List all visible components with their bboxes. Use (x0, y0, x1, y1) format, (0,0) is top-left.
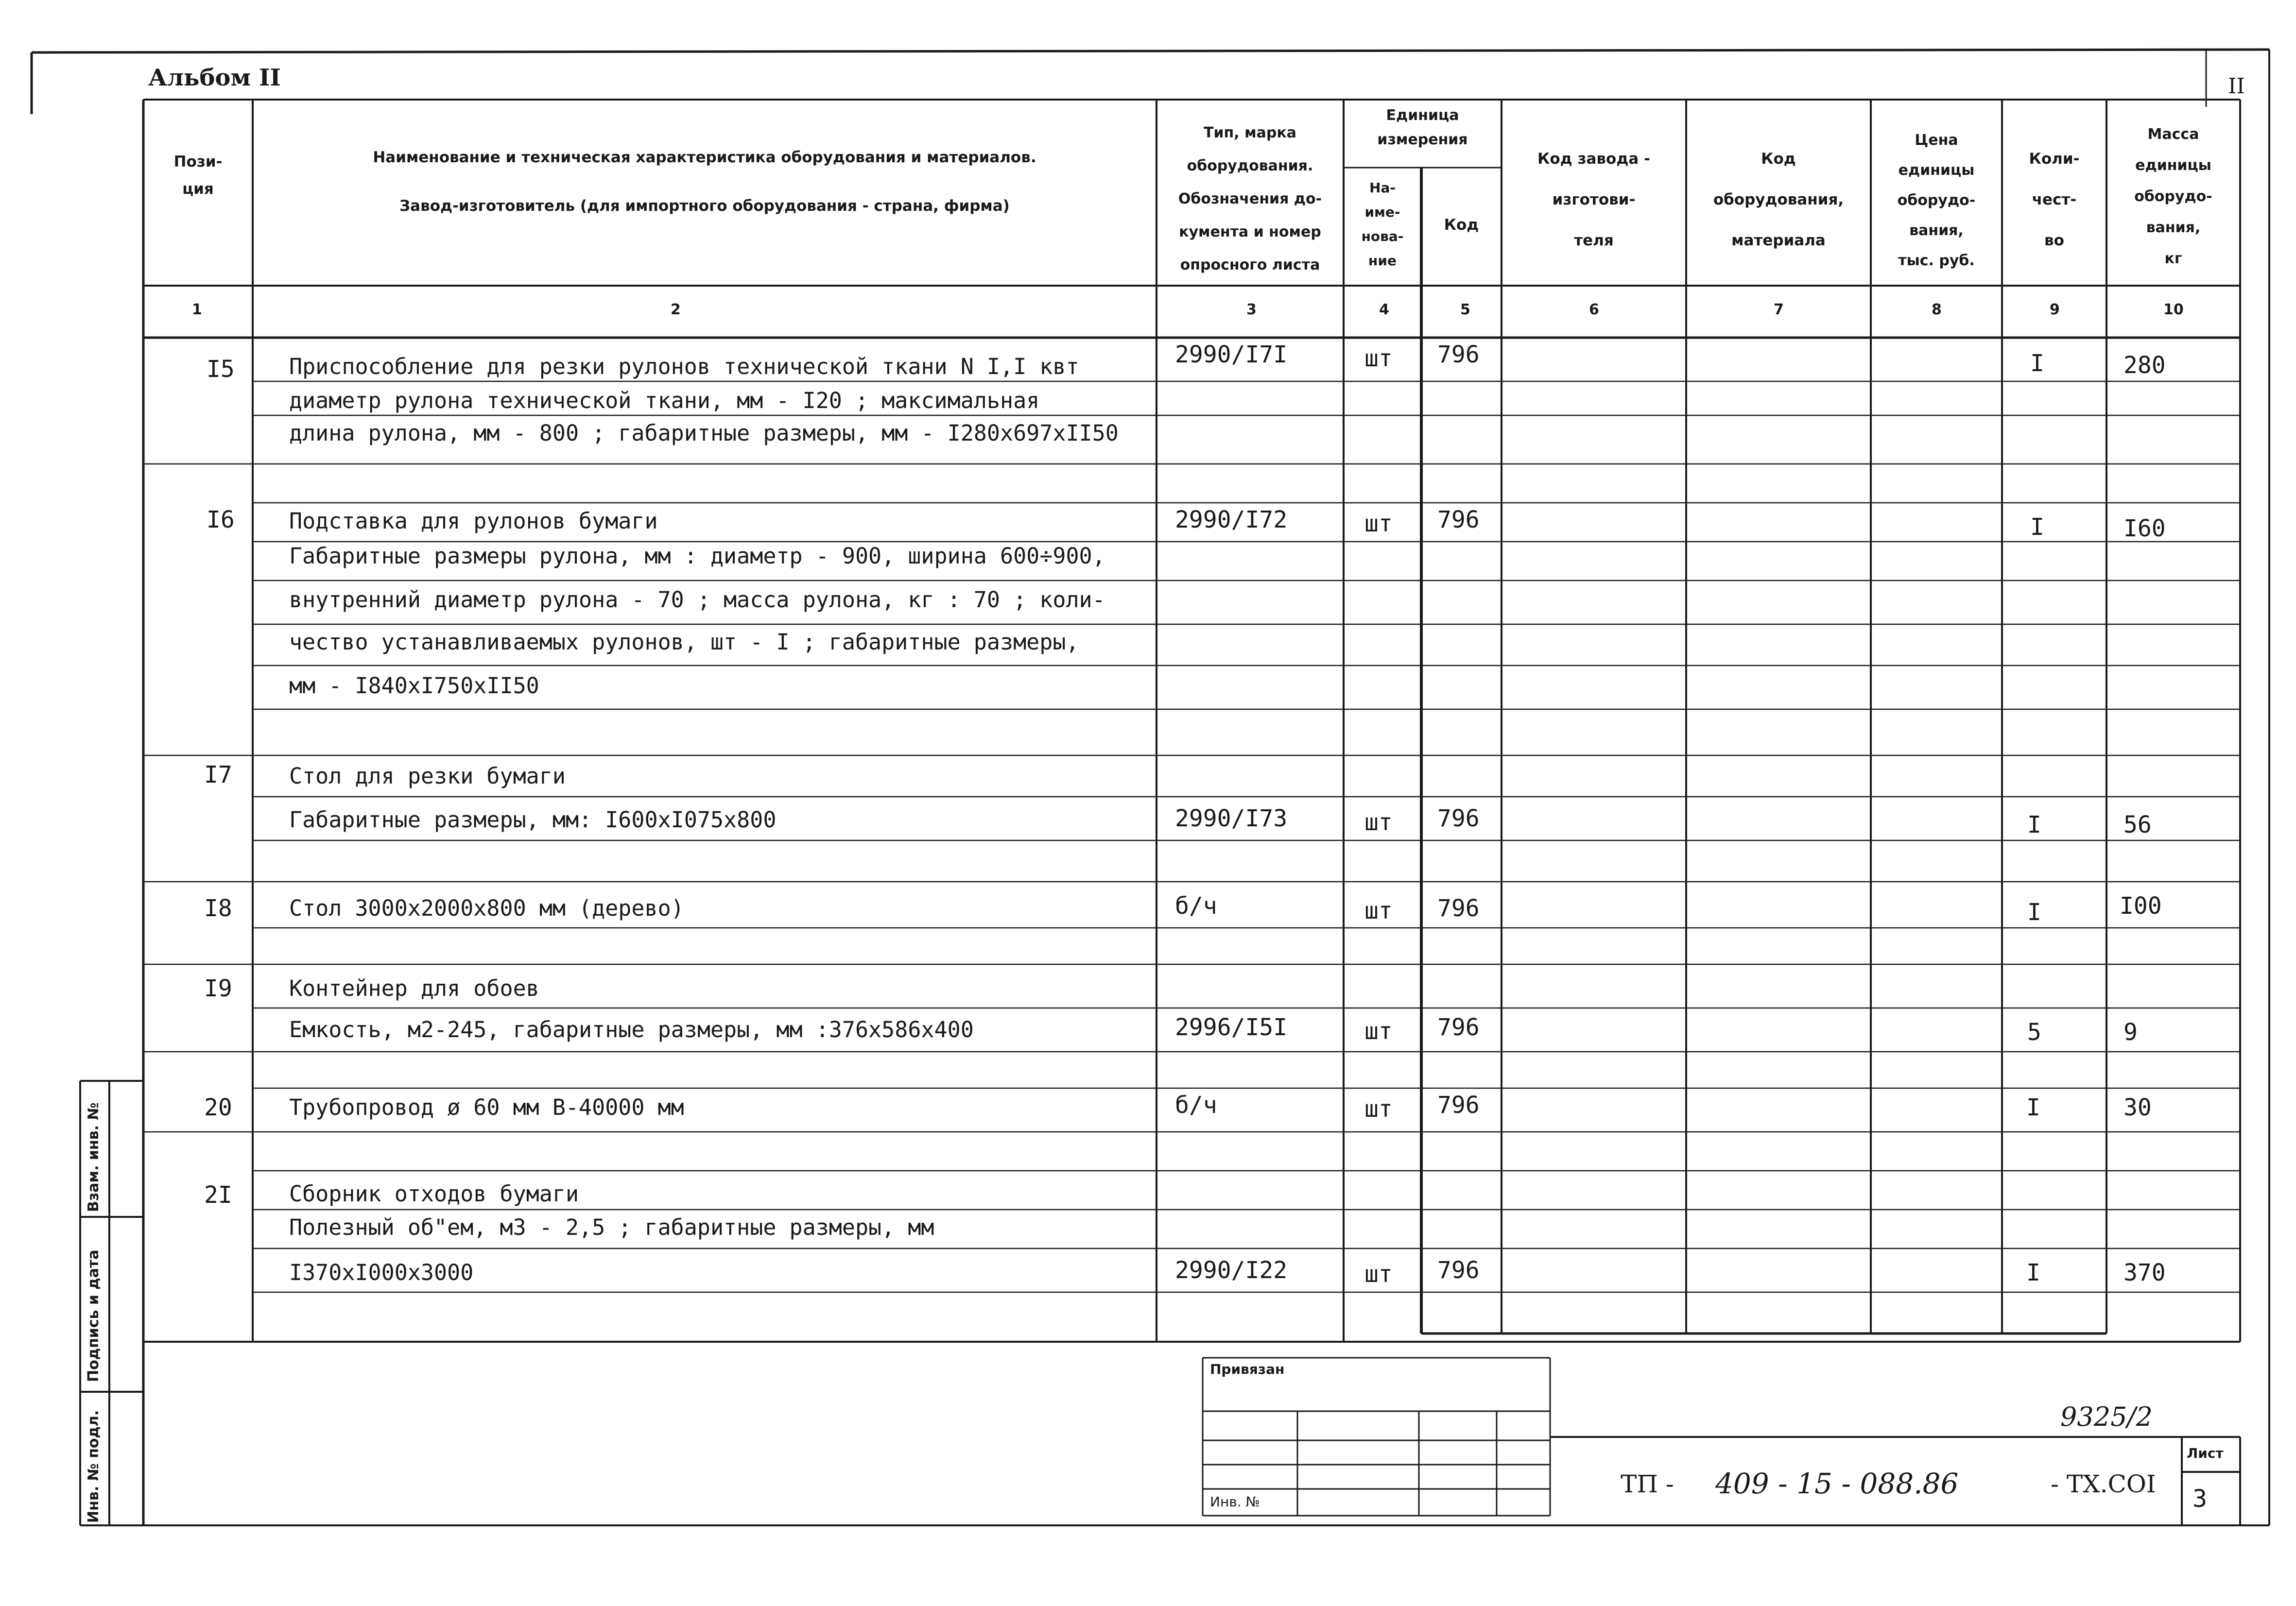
column-number: 2 (671, 301, 681, 318)
item-unit-code: 796 (1437, 341, 1480, 368)
header-quantity: Коли- чест- во (2029, 150, 2080, 249)
item-description: Трубопровод ø 60 мм В-40000 мм (289, 1094, 684, 1120)
document-suffix: - TX.COI (2051, 1470, 2156, 1498)
item-type: 2990/I72 (1175, 506, 1288, 533)
item-description: Емкость, м2-245, габаритные размеры, мм :376x586x400 (289, 1017, 974, 1042)
item-mass: 56 (2123, 811, 2152, 838)
item-unit-code: 796 (1437, 1014, 1480, 1041)
item-quantity: I (2027, 811, 2041, 838)
stamp-original-inv: Инв. № подл. (85, 1410, 102, 1523)
item-description: Стол 3000x2000x800 мм (дерево) (289, 895, 684, 921)
item-description: Габаритные размеры рулона, мм : диаметр - 900, ширина 600÷900, (289, 543, 1105, 569)
item-unit: шт (1364, 510, 1393, 537)
item-quantity: I (2026, 1259, 2040, 1286)
item-description: Подставка для рулонов бумаги (289, 508, 658, 534)
item-description: Стол для резки бумаги (289, 763, 566, 789)
item-description: чество устанавливаемых рулонов, шт - I ; габаритные размеры, (289, 629, 1079, 655)
header-maker-code: Код завода - изготови- теля (1537, 150, 1650, 249)
item-unit-code: 796 (1437, 895, 1480, 922)
page-corner-number: II (2228, 74, 2245, 99)
item-quantity: I (2030, 513, 2044, 541)
header-price: Цена единицы оборудо- вания, тыс. руб. (1897, 132, 1976, 269)
item-quantity: 5 (2027, 1019, 2041, 1046)
header-unit-code: Код (1444, 216, 1479, 234)
item-description: длина рулона, мм - 800 ; габаритные размеры, мм - I280x697xII50 (289, 420, 1119, 446)
item-quantity: I (2027, 899, 2041, 926)
item-unit: шт (1364, 809, 1393, 836)
archive-number: 9325/2 (2060, 1401, 2153, 1432)
item-unit: шт (1364, 1261, 1393, 1288)
item-description: Контейнер для обоев (289, 975, 539, 1001)
sheet-number: 3 (2192, 1485, 2208, 1513)
item-mass: I00 (2120, 892, 2162, 920)
item-position: I9 (204, 975, 232, 1002)
item-unit: шт (1364, 345, 1393, 372)
column-number: 8 (1932, 301, 1942, 318)
item-mass: 30 (2123, 1094, 2152, 1121)
item-type: 2990/I73 (1175, 805, 1288, 832)
column-number: 1 (192, 301, 202, 318)
column-number: 4 (1379, 301, 1389, 318)
header-mass: Масса единицы оборудо- вания, кг (2134, 126, 2212, 267)
item-description: диаметр рулона технической ткани, мм - I20 ; максимальная (289, 388, 1040, 413)
item-type: 2996/I5I (1175, 1014, 1288, 1041)
column-number: 10 (2163, 301, 2184, 318)
album-label: Альбом II (148, 64, 281, 91)
item-mass: 9 (2123, 1019, 2138, 1046)
item-unit: шт (1364, 897, 1393, 924)
inventory-number-label: Инв. № (1210, 1494, 1260, 1510)
item-position: I7 (204, 761, 232, 788)
item-mass: I60 (2123, 515, 2166, 542)
item-unit-code: 796 (1437, 1092, 1480, 1119)
item-description: Полезный об"ем, м3 - 2,5 ; габаритные размеры, мм (289, 1214, 934, 1240)
item-quantity: I (2030, 350, 2044, 377)
item-description: внутренний диаметр рулона - 70 ; масса рулона, кг : 70 ; коли- (289, 587, 1105, 613)
item-description: Приспособление для резки рулонов технической ткани N I,I квт (289, 354, 1079, 379)
tied-label: Привязан (1210, 1361, 1285, 1377)
item-position: I8 (204, 895, 232, 922)
stamp-signature-date: Подпись и дата (85, 1249, 102, 1382)
item-description: Сборник отходов бумаги (289, 1181, 579, 1207)
item-position: 2I (204, 1181, 232, 1209)
column-number: 3 (1246, 301, 1257, 318)
item-description: I370xI000x3000 (289, 1260, 474, 1285)
item-position: 20 (204, 1094, 232, 1121)
header-type: Тип, марка оборудования. Обозначения до- кумента и номер опросного листа (1178, 124, 1322, 273)
document-number: 409 - 15 - 088.86 (1715, 1467, 1959, 1500)
header-unit-name: На- име- нова- ние (1361, 180, 1404, 269)
header-position: Пози- ция (173, 153, 223, 198)
item-unit-code: 796 (1437, 1257, 1480, 1284)
item-mass: 370 (2123, 1259, 2166, 1286)
item-unit-code: 796 (1437, 506, 1480, 533)
column-number: 9 (2050, 301, 2060, 318)
item-type: б/ч (1175, 892, 1217, 920)
header-name-line1: Наименование и техническая характеристика оборудования и материалов. (373, 149, 1036, 166)
item-unit: шт (1364, 1095, 1393, 1123)
item-unit: шт (1364, 1018, 1393, 1045)
item-mass: 280 (2123, 352, 2166, 379)
document-prefix: ТП - (1621, 1470, 1674, 1498)
header-unit: Единица измерения (1377, 107, 1468, 148)
item-type: 2990/I22 (1175, 1257, 1288, 1284)
item-unit-code: 796 (1437, 805, 1480, 832)
item-type: б/ч (1175, 1092, 1217, 1119)
column-number: 5 (1460, 301, 1470, 318)
header-name-line2: Завод-изготовитель (для импортного оборудования - страна, фирма) (399, 197, 1010, 215)
item-type: 2990/I7I (1175, 341, 1288, 368)
column-number: 7 (1774, 301, 1784, 318)
item-position: I6 (207, 506, 235, 533)
item-description: мм - I840xI750xII50 (289, 673, 539, 699)
item-description: Габаритные размеры, мм: I600xI075x800 (289, 807, 777, 833)
stamp-replace-inv: Взам. инв. № (85, 1102, 102, 1212)
item-position: I5 (207, 356, 235, 383)
item-quantity: I (2026, 1094, 2040, 1121)
sheet-label: Лист (2187, 1445, 2224, 1461)
column-number: 6 (1589, 301, 1599, 318)
header-equipment-code: Код оборудования, материала (1713, 150, 1844, 249)
